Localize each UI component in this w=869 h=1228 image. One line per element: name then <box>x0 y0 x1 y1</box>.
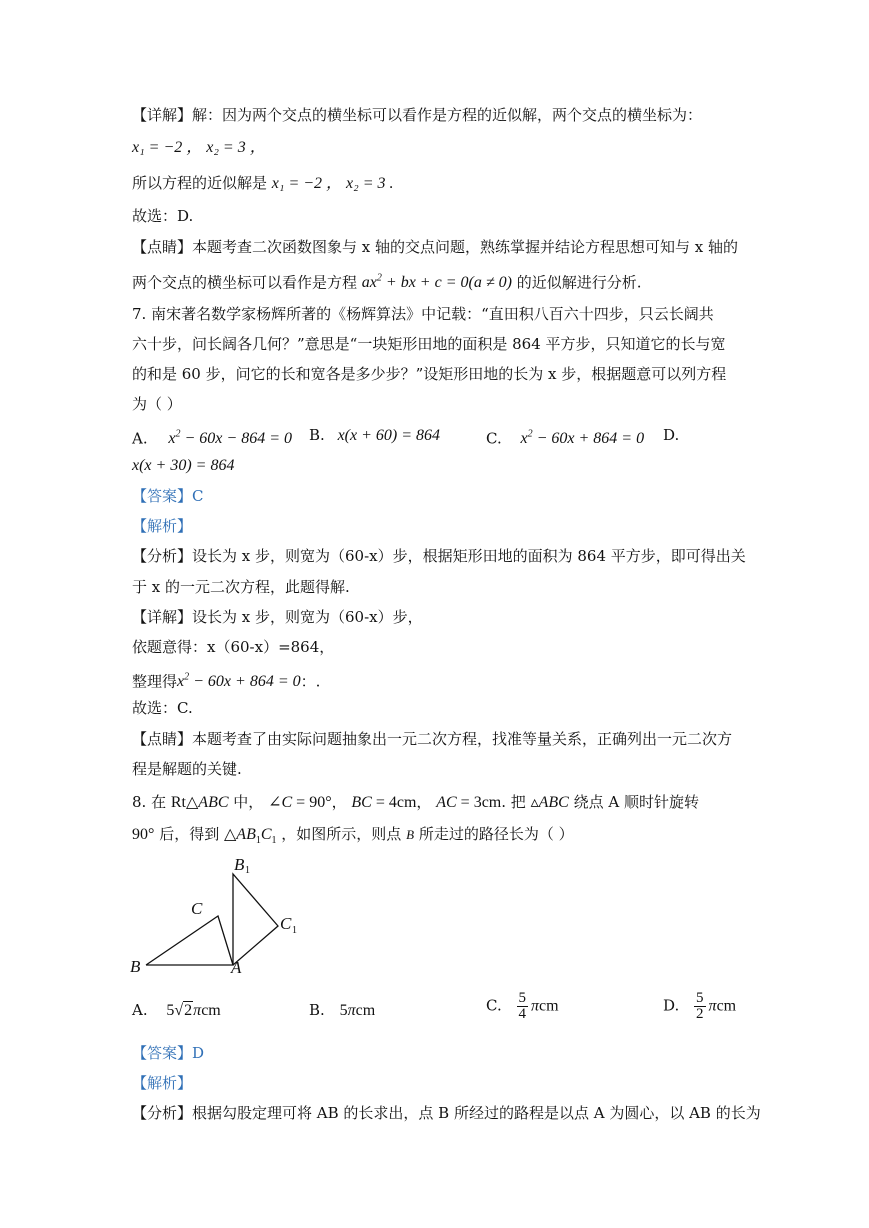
q7-option-a <box>132 424 292 450</box>
label-a: A <box>231 958 242 977</box>
q7-analysis: 【解析】 <box>132 517 193 535</box>
q8-math: $\triangle AB_1C_1$ <box>223 826 277 847</box>
q7-det-3 <box>132 667 320 693</box>
detail-label: 【详解】 <box>132 106 193 124</box>
q7-line-1: 7. 南宋著名数学家杨辉所著的《杨辉算法》中记载：“直田积八百六十四步，只云长阔共 <box>132 305 714 323</box>
q7-det-1: 【详解】设长为 x 步，则宽为（60-x）步， <box>132 608 423 626</box>
option-label: A. <box>132 429 148 448</box>
comment-text: 的近似解进行分析. <box>516 273 642 292</box>
option-label: B. <box>309 1001 325 1019</box>
q8-line-2 <box>132 823 574 852</box>
q8-answer: 【答案】D <box>132 1044 205 1062</box>
q8-math: AC = 3cm <box>436 794 502 811</box>
q8-text: ， <box>331 793 347 811</box>
option-math: 5√2πcm <box>166 1002 221 1019</box>
label-c1: C <box>280 914 292 933</box>
label-b1: B <box>234 855 245 874</box>
det-text: 整理得 <box>132 672 178 691</box>
q8-option-b <box>309 999 375 1022</box>
triangle-abc <box>146 916 233 965</box>
label-c1-sub: 1 <box>292 925 297 936</box>
det-text: ：. <box>300 672 321 691</box>
q8-math: ▵ABC <box>530 794 569 811</box>
q8-analysis: 【解析】 <box>132 1074 193 1092</box>
q8-option-d: D. $\frac{5}{2}$ πcm <box>663 990 737 1022</box>
triangle-ab1c1 <box>233 874 278 965</box>
q8-text: ，如图所示，则点 <box>281 825 402 843</box>
option-math: x(x + 60) = 864 <box>337 427 441 444</box>
triangle-figure <box>125 850 315 985</box>
detail-text: 解：因为两个交点的横坐标可以看作是方程的近似解，两个交点的横坐标为： <box>192 106 703 124</box>
comment-text: 本题考查二次函数图象与 x 轴的交点问题，熟练掌握并结论方程思想可知与 x 轴的 <box>192 238 739 256</box>
option-label: C. <box>486 996 502 1015</box>
comment-text: 两个交点的横坐标可以看作是方程 <box>132 273 358 292</box>
q7-option-d-text: x(x + 30) = 864 <box>132 457 235 474</box>
q8-math: ∠C = 90° <box>268 794 332 811</box>
q7-det-2: 依题意得：x（60-x）=864， <box>132 638 335 656</box>
option-fraction: $\frac{5}{4}$ <box>518 990 526 1022</box>
q8-math: Rt△ABC <box>170 794 229 811</box>
comment-label: 【点睛】 <box>132 238 193 256</box>
q7-anal-2: 于 x 的一元二次方程，此题得解. <box>132 578 350 596</box>
p6-comment-2 <box>132 268 642 294</box>
option-math: 5πcm <box>339 1002 376 1019</box>
q7-option-b <box>309 424 440 447</box>
q7-line-4: 为（ ） <box>132 395 182 413</box>
q8-text: ， <box>416 793 432 811</box>
option-fraction: $\frac{5}{2}$ <box>696 990 704 1022</box>
q8-text: 后，得到 <box>159 825 220 843</box>
q8-text: 中， <box>233 793 264 811</box>
q7-choice: 故选：C. <box>132 699 193 717</box>
q8-text: 绕点 A 顺时针旋转 <box>573 793 699 811</box>
q8-math: BC = 4cm <box>351 794 417 811</box>
label-b: B <box>130 957 141 976</box>
q7-answer: 【答案】C <box>132 487 204 505</box>
q8-option-a <box>132 999 221 1022</box>
q7-comment-2: 程是解题的关键. <box>132 760 242 778</box>
option-math: $x^2 - 60x + 864 = 0$ <box>520 429 645 448</box>
det-math: $x^2 - 60x + 864 = 0$ <box>177 672 301 691</box>
conclusion-math: x₁ = −2 ， x₂ = 3 . <box>271 175 394 192</box>
label-b1-sub: 1 <box>245 865 250 876</box>
q8-text: 所走过的路径长为（ ） <box>418 825 574 843</box>
option-label: B. <box>309 426 325 444</box>
option-label: A. <box>132 1001 148 1019</box>
q8-text: . 把 <box>501 793 526 811</box>
q7-option-c <box>486 424 644 450</box>
q7-option-d: D. <box>663 426 680 444</box>
label-c: C <box>191 899 203 918</box>
option-label: C. <box>486 429 502 448</box>
q8-line-1 <box>132 791 699 814</box>
p6-choice: 故选：D. <box>132 207 194 225</box>
q8-option-c: C. $\frac{5}{4}$ πcm <box>486 990 559 1022</box>
q8-math: B <box>406 827 415 842</box>
p6-comment-1 <box>132 236 738 258</box>
p6-conclusion <box>132 172 394 195</box>
q7-line-2: 六十步，问长阔各几何？”意思是“一块矩形田地的面积是 864 平方步，只知道它的长与宽 <box>132 335 726 353</box>
p6-detail <box>132 104 702 126</box>
option-math: $x^2 - 60x - 864 = 0$ <box>168 429 292 448</box>
q8-anal-1: 【分析】根据勾股定理可将 AB 的长求出，点 B 所经过的路程是以点 A 为圆心，以 AB 的长为 <box>132 1104 761 1122</box>
q7-anal-1: 【分析】设长为 x 步，则宽为（60-x）步，根据矩形田地的面积为 864 平方步，即可得出关 <box>132 547 746 565</box>
option-label: D. <box>663 996 680 1015</box>
q7-line-3: 的和是 60 步，问它的长和宽各是多少步？”设矩形田地的长为 x 步，根据题意可以列方程 <box>132 365 727 383</box>
equation-math: $ax^2$ + bx + c = 0(a ≠ 0) <box>361 273 512 292</box>
conclusion-text: 所以方程的近似解是 <box>132 174 268 192</box>
q8-math: 90° <box>132 826 155 843</box>
q7-comment-1: 【点睛】本题考查了由实际问题抽象出一元二次方程，找准等量关系，正确列出一元二次方 <box>132 730 733 748</box>
q8-text: 8. 在 <box>132 793 167 811</box>
p6-roots: x₁ = −2 ， x₂ = 3 ， <box>132 139 266 156</box>
